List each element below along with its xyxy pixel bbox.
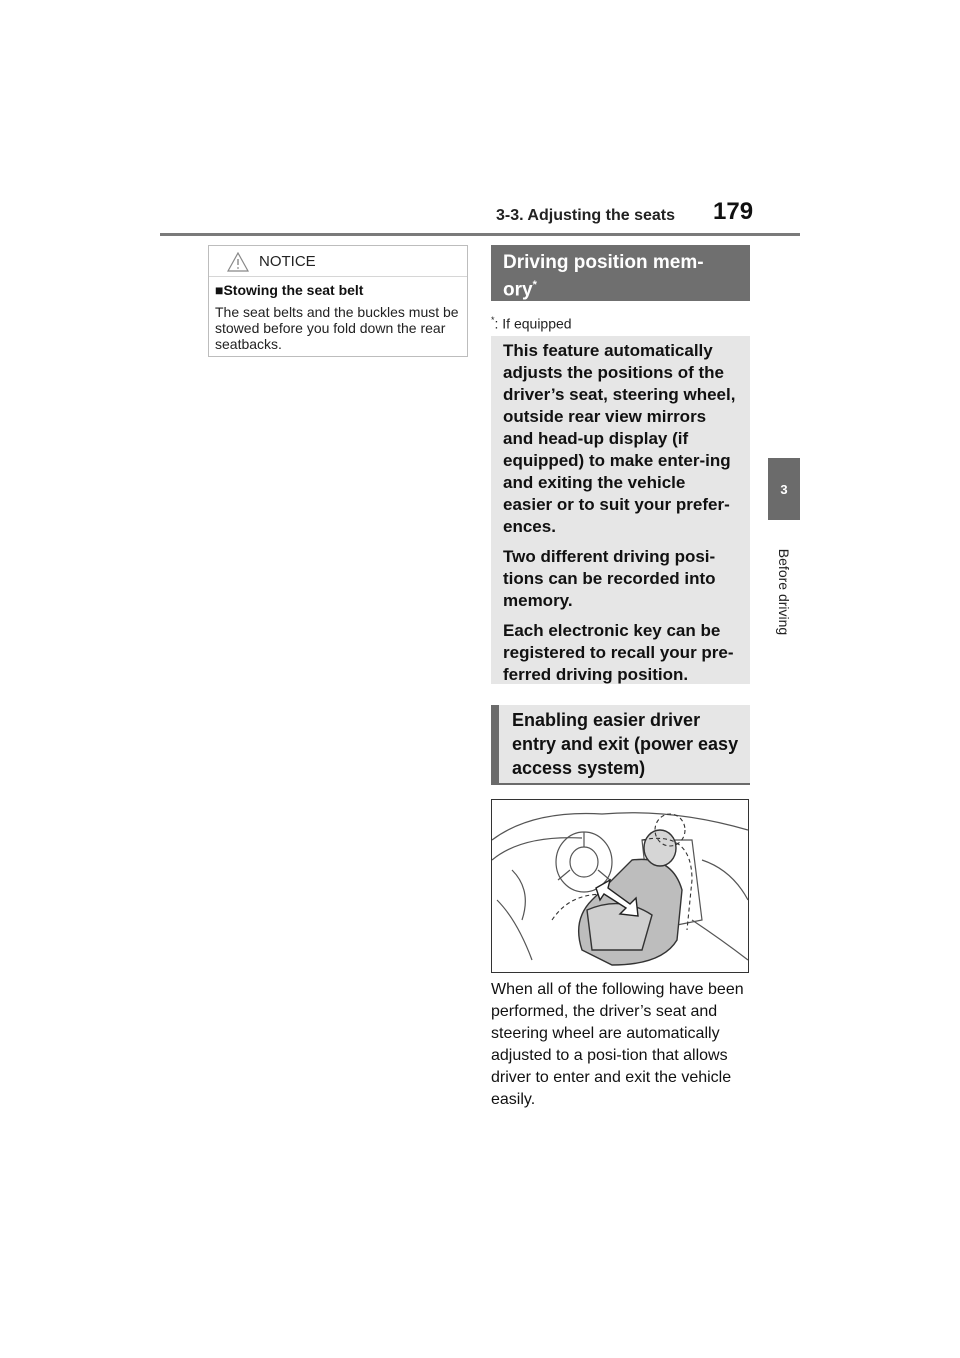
- header-rule: [160, 233, 800, 236]
- section-title-text: ory: [503, 279, 533, 301]
- notice-title: NOTICE: [259, 253, 316, 270]
- subsection-heading: Enabling easier driver entry and exit (power easy access system): [491, 705, 750, 785]
- intro-paragraph: Two different driving posi-tions can be recorded into memory.: [503, 547, 716, 610]
- chapter-label: Before driving: [776, 548, 792, 636]
- section-title-bar: [491, 245, 750, 301]
- illustration-driver-seat: [491, 799, 749, 973]
- footnote-mark: *: [491, 315, 495, 325]
- warning-triangle-icon: [227, 252, 249, 272]
- body-text: When all of the following have been performed, the driver’s seat and steering wheel are automatically adjusted to a posi-tion that allows driver to enter and exit the vehicle easily.: [491, 981, 744, 1108]
- driver-seat-illustration: [492, 800, 748, 972]
- footnote-text: : If equipped: [494, 315, 572, 332]
- notice-subheading: ■Stowing the seat belt: [215, 282, 364, 298]
- page-number: 179: [713, 198, 754, 225]
- section-title-line1: Driving position mem-: [503, 252, 704, 273]
- intro-paragraph: Each electronic key can be registered to recall your pre-ferred driving position.: [503, 621, 734, 684]
- notice-box: [208, 245, 468, 357]
- chapter-tab: [768, 458, 800, 520]
- notice-header: [209, 246, 467, 277]
- intro-paragraph: This feature automatically adjusts the positions of the driver’s seat, steering wheel, outside rear view mirrors and head-up display (if equipped) to make enter-ing and exiting the vehicle easier or to suit your prefer-ences.: [503, 341, 736, 536]
- intro-box: [491, 336, 750, 684]
- notice-text: The seat belts and the buckles must be stowed before you fold down the rear seatbacks.: [215, 304, 459, 352]
- section-title-line2: [503, 274, 738, 301]
- footnote: [491, 315, 572, 332]
- header-title: 3-3. Adjusting the seats: [496, 207, 675, 224]
- chapter-number: 3: [780, 481, 788, 497]
- section-title-asterisk: *: [532, 279, 537, 291]
